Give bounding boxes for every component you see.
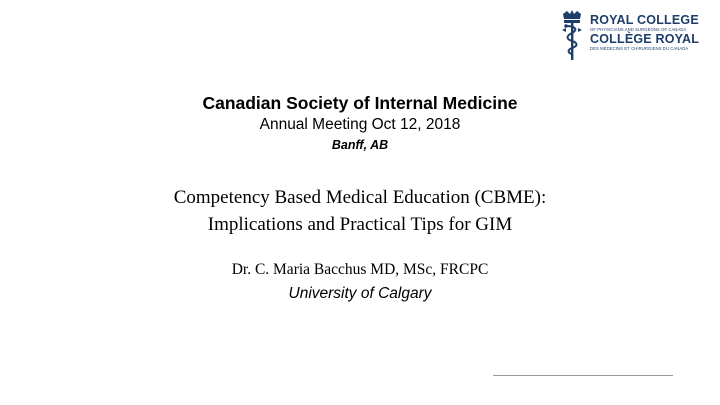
meeting-location: Banff, AB bbox=[331, 138, 389, 152]
presenter-name: Dr. C. Maria Bacchus MD, MSc, FRCPC bbox=[231, 261, 489, 278]
meeting-date: Annual Meeting Oct 12, 2018 bbox=[259, 116, 461, 133]
talk-title-line-1: Competency Based Medical Education (CBME): bbox=[173, 187, 547, 208]
logo-line-english: ROYAL COLLEGE bbox=[590, 13, 699, 27]
logo-wordmark bbox=[590, 14, 699, 52]
presenter-affiliation: University of Calgary bbox=[288, 285, 432, 302]
rod-of-asclepius-icon bbox=[560, 10, 584, 62]
organization-title: Canadian Society of Internal Medicine bbox=[202, 93, 518, 113]
logo-line-french: COLLÈGE ROYAL bbox=[590, 32, 700, 46]
logo-subline-french: DES MÉDECINS ET CHIRURGIENS DU CANADA bbox=[590, 46, 689, 51]
footer-divider bbox=[493, 375, 673, 376]
royal-college-logo bbox=[560, 8, 710, 66]
talk-title-line-2: Implications and Practical Tips for GIM bbox=[207, 214, 513, 235]
logo-subline-english: OF PHYSICIANS AND SURGEONS OF CANADA bbox=[590, 27, 687, 32]
